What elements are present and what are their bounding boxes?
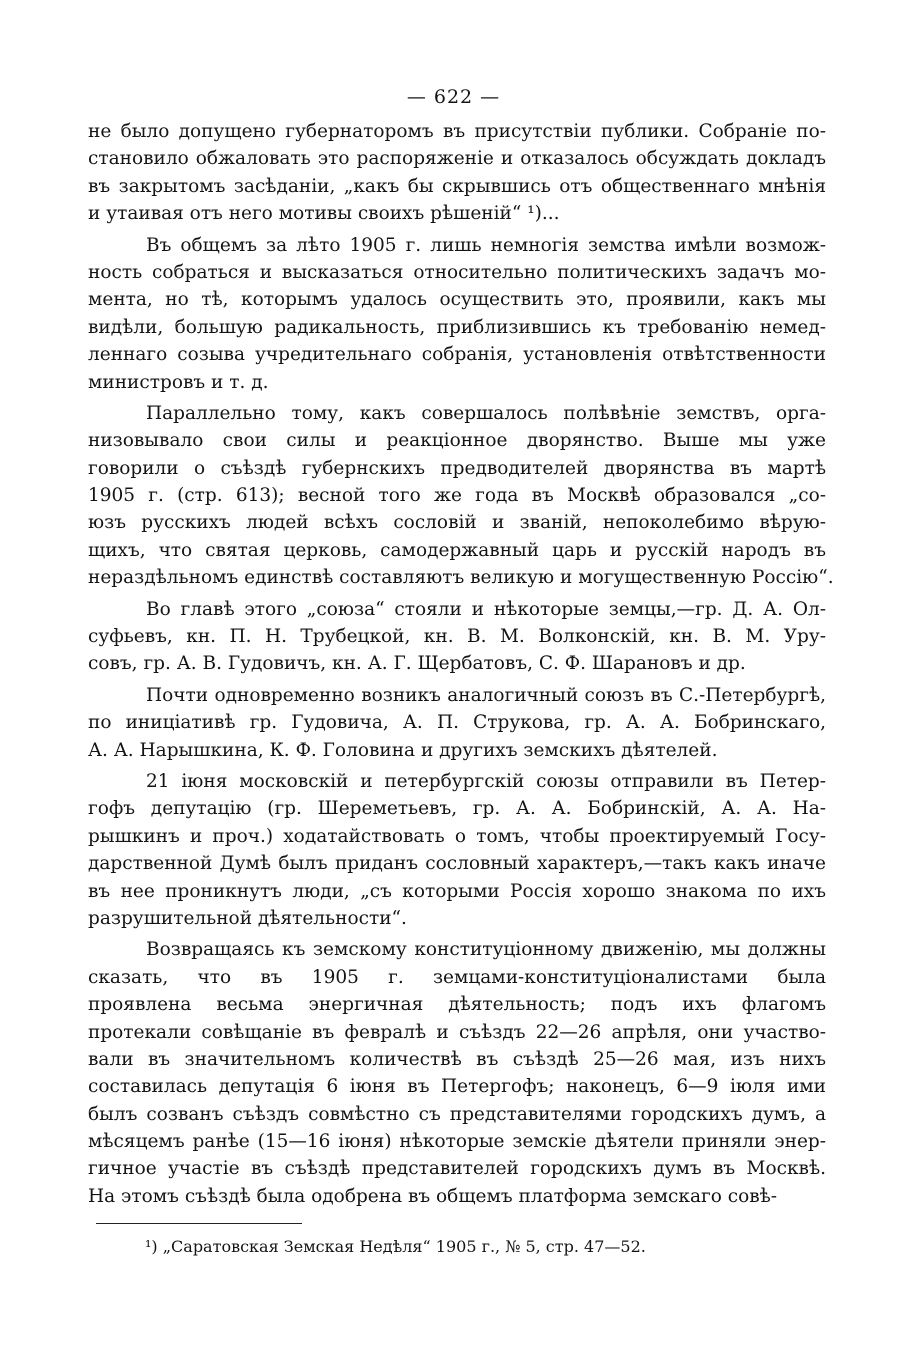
text-line: 1905 г. (стр. 613); весной того же года въ Москвѣ образовался „со- bbox=[88, 485, 826, 507]
paragraph bbox=[88, 118, 826, 228]
text-line: протекали совѣщаніе въ февралѣ и съѣздъ 22—26 апрѣля, они участво- bbox=[88, 1021, 826, 1043]
text-line: составилась депутація 6 іюня въ Петергофъ; наконецъ, 6—9 іюля ими bbox=[88, 1076, 826, 1098]
text-line: былъ созванъ съѣздъ совмѣстно съ представителями городскихъ думъ, а bbox=[88, 1103, 826, 1125]
text-line: въ закрытомъ засѣданіи, „какъ бы скрывшись отъ общественнаго мнѣнія bbox=[88, 175, 826, 197]
paragraph bbox=[88, 400, 834, 592]
text-line: совъ, гр. А. В. Гудовичъ, кн. А. Г. Щербатовъ, С. Ф. Шарановъ и др. bbox=[88, 653, 746, 675]
text-line: юзъ русскихъ людей всѣхъ сословій и званій, непоколебимо вѣрую- bbox=[88, 512, 826, 534]
text-line: министровъ и т. д. bbox=[88, 371, 269, 393]
text-line: А. А. Нарышкина, К. Ф. Головина и другихъ земскихъ дѣятелей. bbox=[88, 739, 718, 761]
text-line: становило обжаловать это распоряженіе и отказалось обсуждать докладъ bbox=[88, 148, 826, 170]
text-line: мента, но тѣ, которымъ удалось осуществить это, проявили, какъ мы bbox=[88, 289, 826, 311]
text-line: Почти одновременно возникъ аналогичный союзъ въ С.-Петербургѣ, bbox=[146, 684, 826, 706]
text-line: видѣли, большую радикальность, приблизившись къ требованію немед- bbox=[88, 316, 826, 338]
text-line: не было допущено губернаторомъ въ присутствіи публики. Собраніе по- bbox=[88, 121, 826, 142]
text-line: Въ общемъ за лѣто 1905 г. лишь немногія земства имѣли возмож- bbox=[146, 234, 826, 256]
text-line: нераздѣльномъ единствѣ составляютъ великую и могущественную Россію“. bbox=[88, 567, 834, 589]
text-line: гофъ депутацію (гр. Шереметьевъ, гр. А. А. Бобринскій, А. А. На- bbox=[88, 798, 826, 820]
text-line: леннаго созыва учредительнаго собранія, установленія отвѣтственности bbox=[88, 344, 826, 366]
text-line: говорили о съѣздѣ губернскихъ предводителей дворянства въ мартѣ bbox=[88, 457, 826, 479]
page-number: — 622 — bbox=[406, 86, 501, 108]
text-line: низовывало свои силы и реакціонное дворянство. Выше мы уже bbox=[88, 430, 826, 452]
text-line: по иниціативѣ гр. Гудовича, А. П. Струкова, гр. А. А. Бобринскаго, bbox=[88, 712, 826, 734]
paragraph bbox=[88, 768, 826, 932]
text-line: проявлена весьма энергичная дѣятельность; подъ ихъ флагомъ bbox=[88, 994, 826, 1016]
text-line: ность собраться и высказаться относительно политическихъ задачъ мо- bbox=[88, 261, 826, 283]
text-line: въ нее проникнутъ люди, „съ которыми Россія хорошо знакома по ихъ bbox=[88, 880, 826, 902]
footnote: ¹) „Саратовская Земская Недѣля“ 1905 г., № 5, стр. 47—52. bbox=[145, 1237, 646, 1256]
text-line: суфьевъ, кн. П. Н. Трубецкой, кн. В. М. Волконскій, кн. В. М. Уру- bbox=[88, 626, 826, 648]
text-line: щихъ, что святая церковь, самодержавный царь и русскій народъ въ bbox=[88, 539, 826, 561]
text-line: Параллельно тому, какъ совершалось полѣвѣніе земствъ, орга- bbox=[146, 402, 826, 424]
paragraph bbox=[88, 682, 826, 764]
text-line: и утаивая отъ него мотивы своихъ рѣшеній“ ¹)... bbox=[88, 203, 560, 225]
text-line: сказать, что въ 1905 г. земцами-конституціоналистами была bbox=[88, 966, 826, 988]
text-line: рышкинъ и проч.) ходатайствовать о томъ, чтобы проектируемый Госу- bbox=[88, 825, 826, 847]
footnote-divider bbox=[96, 1223, 302, 1224]
paragraph bbox=[88, 936, 826, 1210]
text-line: мѣсяцемъ ранѣе (15—16 іюня) нѣкоторые земскіе дѣятели приняли энер- bbox=[88, 1131, 826, 1153]
text-line: Возвращаясь къ земскому конституціонному движенію, мы должны bbox=[146, 939, 826, 961]
text-line: Во главѣ этого „союза“ стояли и нѣкоторые земцы,—гр. Д. А. Ол- bbox=[146, 598, 826, 620]
paragraph bbox=[88, 596, 826, 678]
text-line: дарственной Думѣ былъ приданъ сословный характеръ,—такъ какъ иначе bbox=[88, 853, 826, 875]
text-line: гичное участіе въ съѣздѣ представителей городскихъ думъ въ Москвѣ. bbox=[88, 1158, 826, 1180]
text-line: 21 іюня московскій и петербургскій союзы отправили въ Петер- bbox=[146, 770, 826, 792]
text-line: вали въ значительномъ количествѣ въ съѣздѣ 25—26 мая, изъ нихъ bbox=[88, 1048, 826, 1070]
text-line: На этомъ съѣздѣ была одобрена въ общемъ платформа земскаго совѣ- bbox=[88, 1185, 778, 1207]
body-text bbox=[88, 118, 834, 1210]
text-line: разрушительной дѣятельности“. bbox=[88, 907, 407, 929]
paragraph bbox=[88, 232, 826, 396]
